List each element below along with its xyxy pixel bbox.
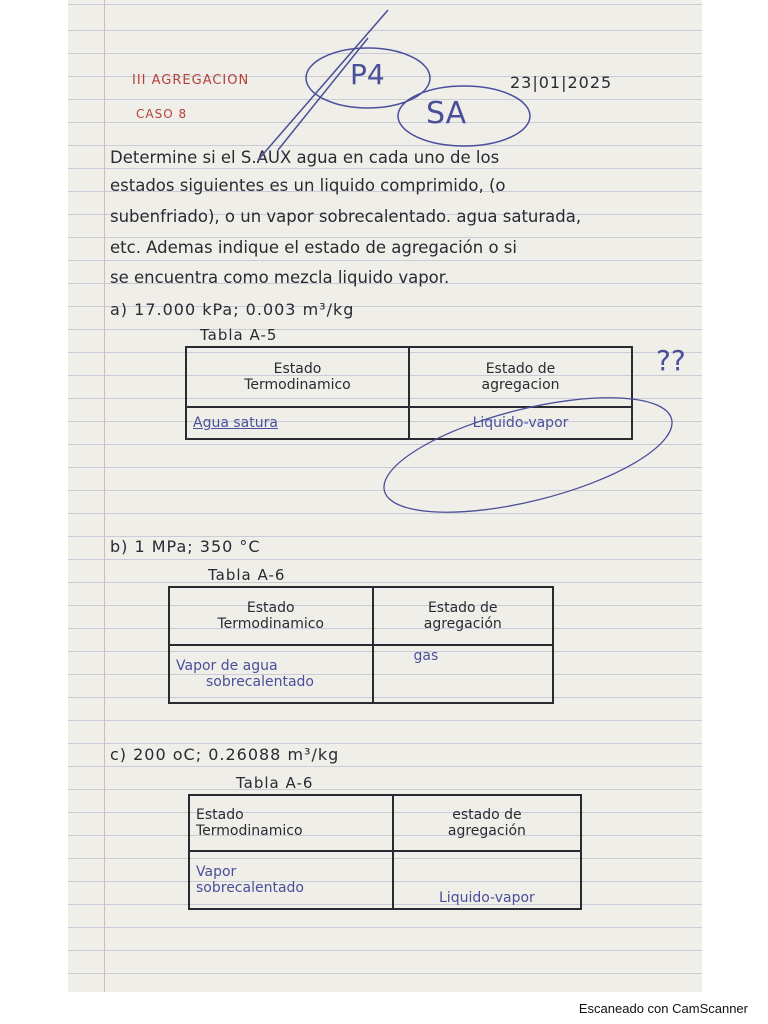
question-a-table	[185, 346, 633, 440]
question-b-table-label: Tabla A-6	[208, 566, 286, 584]
question-b-header-1: Estado Termodinamico	[169, 587, 373, 645]
question-b-label: b) 1 MPa; 350 °C	[110, 537, 261, 556]
pen-stroke-2	[278, 38, 368, 150]
prompt-line-5: se encuentra como mezcla liquido vapor.	[110, 268, 450, 287]
question-a-label: a) 17.000 kPa; 0.003 m³/kg	[110, 300, 355, 319]
question-b-header-2: Estado de agregación	[373, 587, 553, 645]
question-a-header-2: Estado de agregacion	[409, 347, 632, 407]
question-a-table-label: Tabla A-5	[200, 326, 278, 344]
notebook-page	[68, 0, 702, 992]
question-c-label: c) 200 oC; 0.26088 m³/kg	[110, 745, 340, 764]
prompt-line-3: subenfriado), o un vapor sobrecalentado. agua saturada,	[110, 207, 582, 226]
question-c-table	[188, 794, 582, 910]
question-c-table-label: Tabla A-6	[236, 774, 314, 792]
annotation-sa: SA	[426, 96, 467, 131]
question-c-header-2: estado de agregación	[393, 795, 581, 851]
question-b-table	[168, 586, 554, 704]
question-a-margin-note: ??	[656, 344, 686, 377]
margin-line	[104, 0, 105, 992]
question-a-header-1: Estado Termodinamico	[186, 347, 409, 407]
prompt-line-4: etc. Ademas indique el estado de agregación o si	[110, 238, 517, 257]
annotation-p4: P4	[350, 58, 385, 91]
question-c-value-1: Vapor sobrecalentado	[189, 851, 393, 909]
question-a-value-1: Agua satura	[186, 407, 409, 439]
question-b-value-2: gas	[373, 645, 553, 703]
date: 23|01|2025	[510, 73, 613, 92]
camscanner-watermark: Escaneado con CamScanner	[578, 1001, 748, 1016]
prompt-line-2: estados siguientes es un liquido comprimido, (o	[110, 176, 506, 195]
question-a-value-2: Liquido-vapor	[409, 407, 632, 439]
question-b-value-1: Vapor de agua sobrecalentado	[169, 645, 373, 703]
prompt-line-1: Determine si el S.AUX agua en cada uno de los	[110, 148, 500, 167]
section-title: III AGREGACION	[132, 73, 250, 88]
case-label: CASO 8	[136, 107, 188, 121]
question-c-header-1: Estado Termodinamico	[189, 795, 393, 851]
question-c-value-2: Liquido-vapor	[393, 851, 581, 909]
